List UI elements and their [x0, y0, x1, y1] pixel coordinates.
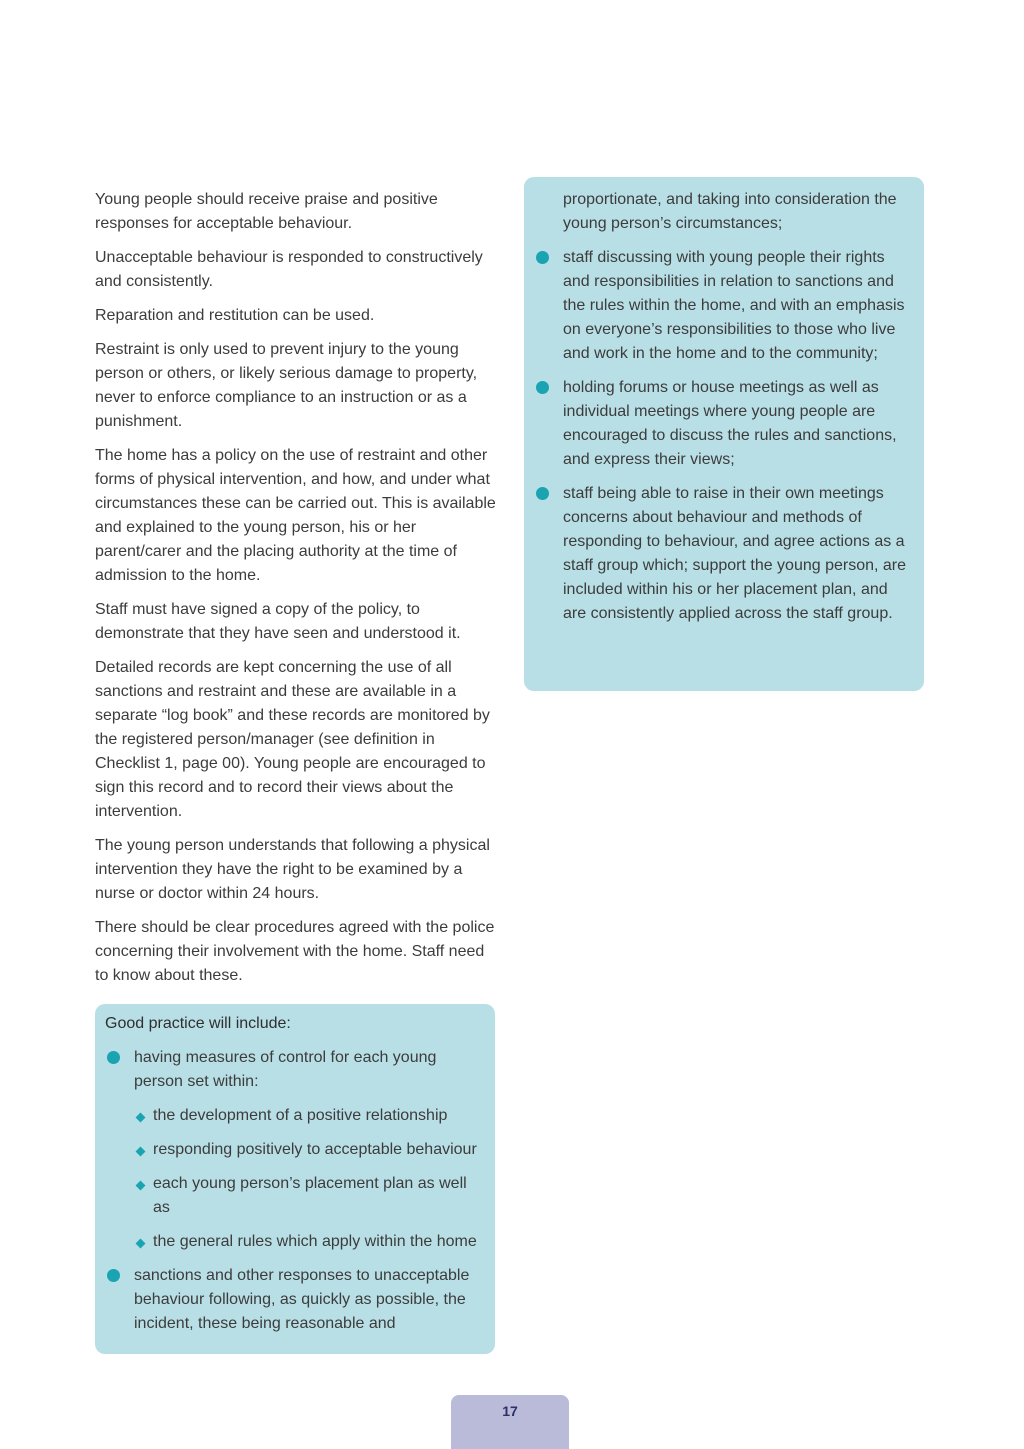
paragraph: The home has a policy on the use of restraint and other forms of physical intervention, and how, and under what circumstances these can be carried out. This is available and explained to the young person, his or her parent/carer and the placing authority at the time of admission to the home.: [95, 447, 496, 584]
list-item-text: having measures of control for each young person set within:: [134, 1049, 437, 1090]
good-practice-continued-box: [524, 177, 924, 691]
list-item: [534, 376, 912, 472]
circle-bullet-icon: [107, 1269, 120, 1282]
list-item-text: sanctions and other responses to unacceptable behaviour following, as quickly as possible, the incident, these being reasonable and: [134, 1267, 470, 1332]
list-item: [105, 1046, 483, 1254]
sub-list-item: [134, 1172, 483, 1220]
diamond-bullet-icon: [136, 1113, 146, 1123]
sub-list-item-text: the general rules which apply within the home: [153, 1233, 477, 1250]
left-column: [95, 188, 497, 1354]
list-item-text: holding forums or house meetings as well as individual meetings where young people are encouraged to discuss the rules and sanctions, and express their views;: [563, 379, 897, 468]
good-practice-box: [95, 1004, 495, 1354]
good-practice-list-continued: [534, 246, 912, 626]
circle-bullet-icon: [536, 487, 549, 500]
list-item-text: staff being able to raise in their own meetings concerns about behaviour and methods of responding to behaviour, and agree actions as a staff group which; support the young person, are included within his or her placement plan, and are consistently applied across the staff group.: [563, 485, 907, 622]
paragraph: Reparation and restitution can be used.: [95, 307, 375, 324]
paragraph: Restraint is only used to prevent injury to the young person or others, or likely serious damage to property, never to enforce compliance to an instruction or as a punishment.: [95, 341, 478, 430]
page-number-tab: [451, 1395, 569, 1449]
sub-list-item-text: each young person’s placement plan as well as: [153, 1175, 467, 1216]
list-item: [534, 246, 912, 366]
paragraph: Unacceptable behaviour is responded to constructively and consistently.: [95, 249, 483, 290]
circle-bullet-icon: [536, 381, 549, 394]
sub-list-item: [134, 1138, 483, 1162]
good-practice-heading: Good practice will include:: [105, 1015, 291, 1032]
diamond-bullet-icon: [136, 1147, 146, 1157]
circle-bullet-icon: [107, 1051, 120, 1064]
sub-list-item-text: responding positively to acceptable behaviour: [153, 1141, 477, 1158]
list-item: [534, 482, 912, 626]
paragraph: The young person understands that following a physical intervention they have the right to be examined by a nurse or doctor within 24 hours.: [95, 837, 490, 902]
sub-list-item: [134, 1230, 483, 1254]
good-practice-list: [105, 1046, 483, 1336]
paragraph: Young people should receive praise and positive responses for acceptable behaviour.: [95, 191, 438, 232]
list-item: [105, 1264, 483, 1336]
continuation-text: proportionate, and taking into consideration the young person’s circumstances;: [563, 191, 897, 232]
paragraph: There should be clear procedures agreed with the police concerning their involvement with the home. Staff need to know about these.: [95, 919, 495, 984]
sub-list: [134, 1104, 483, 1254]
paragraph: Staff must have signed a copy of the policy, to demonstrate that they have seen and understood it.: [95, 601, 461, 642]
circle-bullet-icon: [536, 251, 549, 264]
paragraph: Detailed records are kept concerning the use of all sanctions and restraint and these are available in a separate “log book” and these records are monitored by the registered person/manager (see definition in Checklist 1, page 00). Young people are encouraged to sign this record and to record their views about the intervention.: [95, 659, 490, 820]
page-number: 17: [502, 1403, 518, 1419]
diamond-bullet-icon: [136, 1181, 146, 1191]
diamond-bullet-icon: [136, 1239, 146, 1249]
sub-list-item: [134, 1104, 483, 1128]
list-item-text: staff discussing with young people their rights and responsibilities in relation to sanctions and the rules within the home, and with an emphasis on everyone’s responsibilities to those who live and work in the home and to the community;: [563, 249, 905, 362]
sub-list-item-text: the development of a positive relationship: [153, 1107, 448, 1124]
